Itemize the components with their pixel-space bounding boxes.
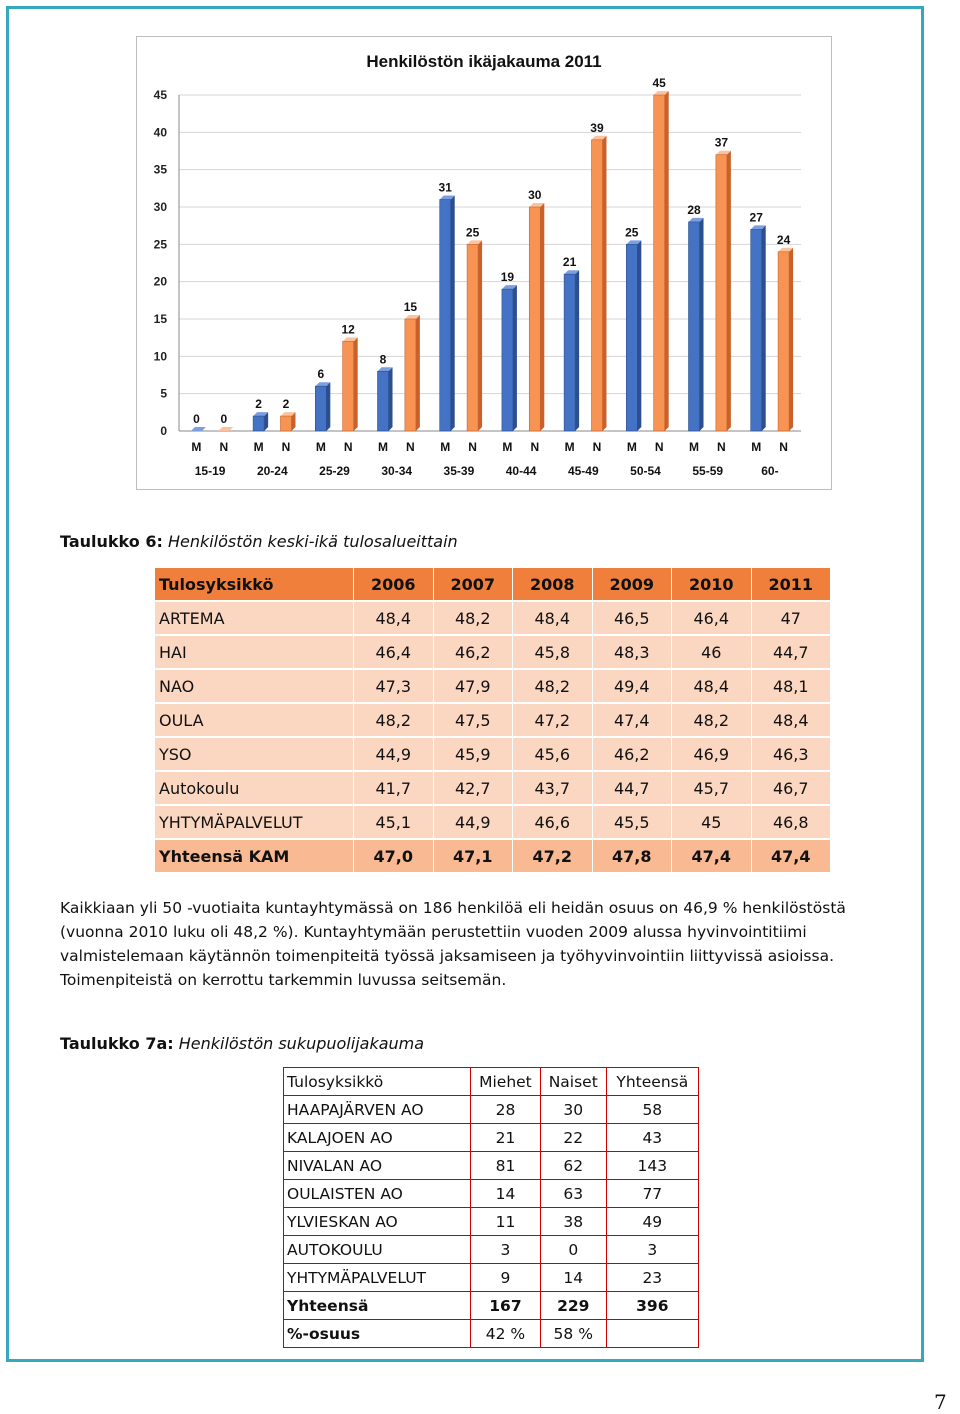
table6-row	[155, 669, 831, 703]
table7-cell: 49	[606, 1208, 698, 1236]
table7-cell: 58 %	[540, 1320, 606, 1348]
y-tick-label: 5	[160, 386, 167, 401]
table6-cell: 47,2	[513, 703, 593, 737]
data-label: 27	[749, 210, 763, 225]
bar-side	[700, 218, 704, 431]
body-paragraph: Kaikkiaan yli 50 -vuotiaita kuntayhtymässä on 186 henkilöä eli heidän osuus on 46,9 % henkilöstöstä (vuonna 2010 luku oli 48,2 %). Kuntayhtymään perustettiin vuoden 2009 alussa hyvinvointitiimi valmistelemaan käytännön toimenpiteitä työssä jaksamiseen ja työhyvinvointiin liittyvissä asioissa. Toimenpiteistä on kerrottu tarkemmin luvussa seitsemän.	[60, 899, 846, 989]
data-label: 37	[714, 135, 729, 150]
table7-cell: 3	[606, 1236, 698, 1264]
bar-side	[451, 196, 455, 431]
table6-cell: 46,2	[433, 635, 513, 669]
table6-row	[155, 635, 831, 669]
series-label: M	[378, 440, 389, 454]
table7-cell: 167	[471, 1292, 541, 1320]
table7-cell: 229	[540, 1292, 606, 1320]
bar-side	[575, 270, 579, 431]
bar-M-30-34	[378, 371, 389, 431]
series-label: N	[779, 440, 788, 454]
table6-cell: 46,4	[672, 601, 752, 635]
table7-cell: YLVIESKAN AO	[284, 1208, 471, 1236]
table6-cell: 46,2	[592, 737, 672, 771]
series-label: N	[281, 440, 291, 454]
table6-cell: 2008	[513, 568, 593, 601]
data-label: 21	[562, 255, 577, 270]
series-label: M	[440, 440, 451, 454]
series-label: M	[253, 440, 264, 454]
table7-header	[284, 1068, 699, 1096]
bar-M-55-59	[689, 222, 700, 431]
table7-cell: KALAJOEN AO	[284, 1124, 471, 1152]
bar-M-35-39	[440, 200, 451, 431]
table6-cell: Yhteensä KAM	[155, 839, 354, 873]
mean-age-table	[155, 568, 831, 874]
table7-cell: Naiset	[540, 1068, 606, 1096]
table7-cell: HAAPAJÄRVEN AO	[284, 1096, 471, 1124]
data-label: 45	[652, 76, 666, 90]
table6-cell: HAI	[155, 635, 354, 669]
table7-cell: OULAISTEN AO	[284, 1180, 471, 1208]
table6-cell: 45,8	[513, 635, 593, 669]
table6-row	[155, 805, 831, 839]
table6-cell: 47,4	[592, 703, 672, 737]
data-label: 39	[590, 120, 604, 135]
table6-cell: ARTEMA	[155, 601, 354, 635]
group-label: 20-24	[256, 464, 288, 478]
data-label: 28	[687, 202, 701, 217]
table6-cell: 48,2	[433, 601, 513, 635]
series-label: M	[315, 440, 326, 454]
table7-cell: 396	[606, 1292, 698, 1320]
table7-cell: NIVALAN AO	[284, 1152, 471, 1180]
table6-cell: 45,9	[433, 737, 513, 771]
table6-cell: 48,3	[592, 635, 672, 669]
table6-cell: 2009	[592, 568, 672, 601]
bar-side	[326, 382, 330, 431]
bar-M-40-44	[502, 289, 513, 431]
table6-cell: 46,5	[592, 601, 672, 635]
table6-cell: 45	[672, 805, 752, 839]
table6-cell: 46,4	[354, 635, 434, 669]
table6-cell: 47,3	[354, 669, 434, 703]
table7-cell: Tulosyksikkö	[284, 1068, 471, 1096]
table6-cell: 47,4	[672, 839, 752, 873]
table7-cell: YHTYMÄPALVELUT	[284, 1264, 471, 1292]
table6-cell: 48,4	[751, 703, 831, 737]
data-label: 8	[379, 352, 387, 367]
bar-side	[478, 240, 482, 431]
table6-row	[155, 601, 831, 635]
table7-cell: 30	[540, 1096, 606, 1124]
table7-cell: 14	[471, 1180, 541, 1208]
table6-cell: 41,7	[354, 771, 434, 805]
data-label: 12	[341, 322, 355, 337]
bar-side	[665, 91, 669, 431]
y-tick-label: 45	[153, 88, 167, 102]
y-tick-label: 10	[153, 349, 167, 364]
bar-N-40-44	[529, 207, 540, 431]
bar-side	[727, 151, 731, 431]
table7-cell: 63	[540, 1180, 606, 1208]
bar-N-45-49	[591, 140, 602, 431]
bar-M-20-24	[253, 416, 264, 431]
table6-cell: OULA	[155, 703, 354, 737]
group-label: 25-29	[319, 464, 350, 478]
table6-cell: 46	[672, 635, 752, 669]
table6-cell: 47,2	[513, 839, 593, 873]
y-tick-label: 0	[160, 424, 167, 438]
chart-title: Henkilöstön ikäjakauma 2011	[366, 52, 602, 71]
table6-cell: 48,2	[672, 703, 752, 737]
table6-cell: 42,7	[433, 771, 513, 805]
table7-cell: Miehet	[471, 1068, 541, 1096]
table6-cell: 45,5	[592, 805, 672, 839]
table7-cell: 58	[606, 1096, 698, 1124]
group-label: 40-44	[505, 464, 537, 478]
table7-row	[284, 1152, 699, 1180]
bar-N-50-54	[654, 95, 665, 431]
bar-side	[389, 367, 393, 431]
data-label: 30	[528, 188, 542, 202]
bar-side	[789, 248, 793, 431]
table7-cell: 0	[540, 1236, 606, 1264]
table6-cell: 47,4	[751, 839, 831, 873]
bar-M-15-19	[191, 427, 206, 431]
table7-cell: 77	[606, 1180, 698, 1208]
y-tick-label: 35	[153, 162, 167, 177]
table6-cell: 45,7	[672, 771, 752, 805]
group-label: 55-59	[692, 464, 724, 478]
table7-row	[284, 1096, 699, 1124]
table7-cell: 21	[471, 1124, 541, 1152]
table6-total-row	[155, 839, 831, 873]
table6-cell: 46,3	[751, 737, 831, 771]
table6-cell: 49,4	[592, 669, 672, 703]
table7-cell: 143	[606, 1152, 698, 1180]
table6-cell: 44,7	[592, 771, 672, 805]
y-tick-label: 30	[153, 200, 167, 214]
series-label: N	[219, 440, 229, 454]
table6-cell: 47,8	[592, 839, 672, 873]
table7-caption-title: Henkilöstön sukupuolijakauma	[178, 1034, 425, 1053]
bar-N-55-59	[716, 155, 727, 431]
y-tick-label: 20	[153, 274, 167, 289]
group-label: 35-39	[443, 464, 475, 478]
table7-cell	[606, 1320, 698, 1348]
table6-cell: 2010	[672, 568, 752, 601]
y-tick-label: 25	[153, 237, 167, 252]
table7-row	[284, 1264, 699, 1292]
table7-row	[284, 1236, 699, 1264]
table6-cell: 47,9	[433, 669, 513, 703]
bar-side	[540, 203, 544, 431]
data-label: 25	[625, 225, 639, 240]
bar-M-25-29	[315, 386, 326, 431]
bar-side	[513, 285, 517, 431]
table6-cell: 48,2	[354, 703, 434, 737]
series-label: N	[654, 440, 664, 454]
table6-cell: 48,1	[751, 669, 831, 703]
data-label: 31	[438, 180, 452, 195]
bar-N-25-29	[343, 341, 354, 431]
data-label: 25	[465, 225, 480, 240]
bar-M-50-54	[626, 244, 637, 431]
chart-svg	[137, 37, 831, 489]
group-label: 50-54	[630, 464, 661, 478]
table6-cell: 43,7	[513, 771, 593, 805]
table6-cell: 47,0	[354, 839, 434, 873]
data-label: 6	[317, 367, 325, 382]
table6-cell: 46,7	[751, 771, 831, 805]
bar-side	[354, 337, 358, 431]
table7-cell: %-osuus	[284, 1320, 471, 1348]
group-label: 60-	[761, 464, 779, 478]
data-label: 0	[220, 412, 228, 426]
data-label: 24	[776, 232, 791, 247]
table7-cell: 23	[606, 1264, 698, 1292]
table7-share-row	[284, 1320, 699, 1348]
table6-row	[155, 771, 831, 805]
series-label: N	[343, 440, 353, 454]
table6-caption-label: Taulukko 6:	[60, 532, 163, 551]
series-label: M	[191, 440, 202, 454]
bar-side	[416, 315, 420, 431]
table7-cell: Yhteensä	[606, 1068, 698, 1096]
table7-cell: 62	[540, 1152, 606, 1180]
series-label: M	[751, 440, 762, 454]
bar-M-60-	[751, 229, 762, 431]
table7-row	[284, 1208, 699, 1236]
table7-total-row	[284, 1292, 699, 1320]
table6-cell: 45,1	[354, 805, 434, 839]
bar-N-60-	[778, 252, 789, 431]
y-tick-label: 40	[153, 125, 167, 140]
y-tick-label: 15	[153, 312, 167, 326]
series-label: M	[564, 440, 575, 454]
table7-caption-label: Taulukko 7a:	[60, 1034, 174, 1053]
table7-cell: 3	[471, 1236, 541, 1264]
table7-cell: Yhteensä	[284, 1292, 471, 1320]
table6-cell: 44,9	[433, 805, 513, 839]
table7-cell: 43	[606, 1124, 698, 1152]
bar-N-20-24	[280, 416, 291, 431]
table6-cell: 48,4	[513, 601, 593, 635]
table7-cell: 14	[540, 1264, 606, 1292]
table6-header	[155, 568, 831, 601]
table7-cell: 11	[471, 1208, 541, 1236]
gender-distribution-table	[283, 1067, 699, 1348]
series-label: N	[406, 440, 415, 454]
table6-cell: 47	[751, 601, 831, 635]
series-label: M	[689, 440, 700, 454]
series-label: N	[592, 440, 602, 454]
table6-cell: Autokoulu	[155, 771, 354, 805]
table7-cell: 42 %	[471, 1320, 541, 1348]
table6-cell: 47,1	[433, 839, 513, 873]
table7-row	[284, 1124, 699, 1152]
table7-cell: 9	[471, 1264, 541, 1292]
table7-row	[284, 1180, 699, 1208]
table6-cell: 2007	[433, 568, 513, 601]
data-label: 2	[282, 397, 290, 412]
table6-row	[155, 703, 831, 737]
table6-cell: 44,7	[751, 635, 831, 669]
data-label: 19	[500, 270, 515, 285]
table6-cell: 2011	[751, 568, 831, 601]
table7-cell: AUTOKOULU	[284, 1236, 471, 1264]
table6-cell: 46,8	[751, 805, 831, 839]
age-distribution-chart	[136, 36, 832, 490]
table6-caption-title: Henkilöstön keski-ikä tulosalueittain	[167, 532, 458, 551]
table7-cell: 22	[540, 1124, 606, 1152]
table6-cell: 47,5	[433, 703, 513, 737]
table6-cell: 45,6	[513, 737, 593, 771]
data-label: 0	[193, 412, 200, 426]
group-label: 45-49	[567, 464, 599, 478]
bar-N-15-19	[218, 427, 233, 431]
series-label: M	[626, 440, 637, 454]
table6-cell: YSO	[155, 737, 354, 771]
table6-cell: Tulosyksikkö	[155, 568, 354, 601]
table6-cell: 46,9	[672, 737, 752, 771]
table6-cell: YHTYMÄPALVELUT	[155, 805, 354, 839]
table7-cell: 81	[471, 1152, 541, 1180]
bar-side	[602, 136, 606, 431]
bar-side	[762, 225, 766, 431]
series-label: N	[468, 440, 477, 454]
table6-row	[155, 737, 831, 771]
table7-cell: 28	[471, 1096, 541, 1124]
table7-caption	[60, 1034, 424, 1053]
group-label: 30-34	[381, 464, 413, 478]
table6-cell: NAO	[155, 669, 354, 703]
group-label: 15-19	[194, 464, 226, 478]
bar-side	[637, 240, 641, 431]
table6-cell: 48,4	[354, 601, 434, 635]
table6-cell: 2006	[354, 568, 434, 601]
table6-caption	[60, 532, 458, 551]
table6-cell: 48,4	[672, 669, 752, 703]
table6-cell: 48,2	[513, 669, 593, 703]
series-label: N	[530, 440, 540, 454]
table7-cell: 38	[540, 1208, 606, 1236]
page-number: 7	[934, 1390, 947, 1414]
data-label: 15	[403, 300, 418, 314]
series-label: M	[502, 440, 513, 454]
bar-M-45-49	[564, 274, 575, 431]
table6-cell: 44,9	[354, 737, 434, 771]
series-label: N	[717, 440, 726, 454]
data-label: 2	[255, 397, 262, 412]
table6-cell: 46,6	[513, 805, 593, 839]
bar-N-30-34	[405, 319, 416, 431]
bar-N-35-39	[467, 244, 478, 431]
